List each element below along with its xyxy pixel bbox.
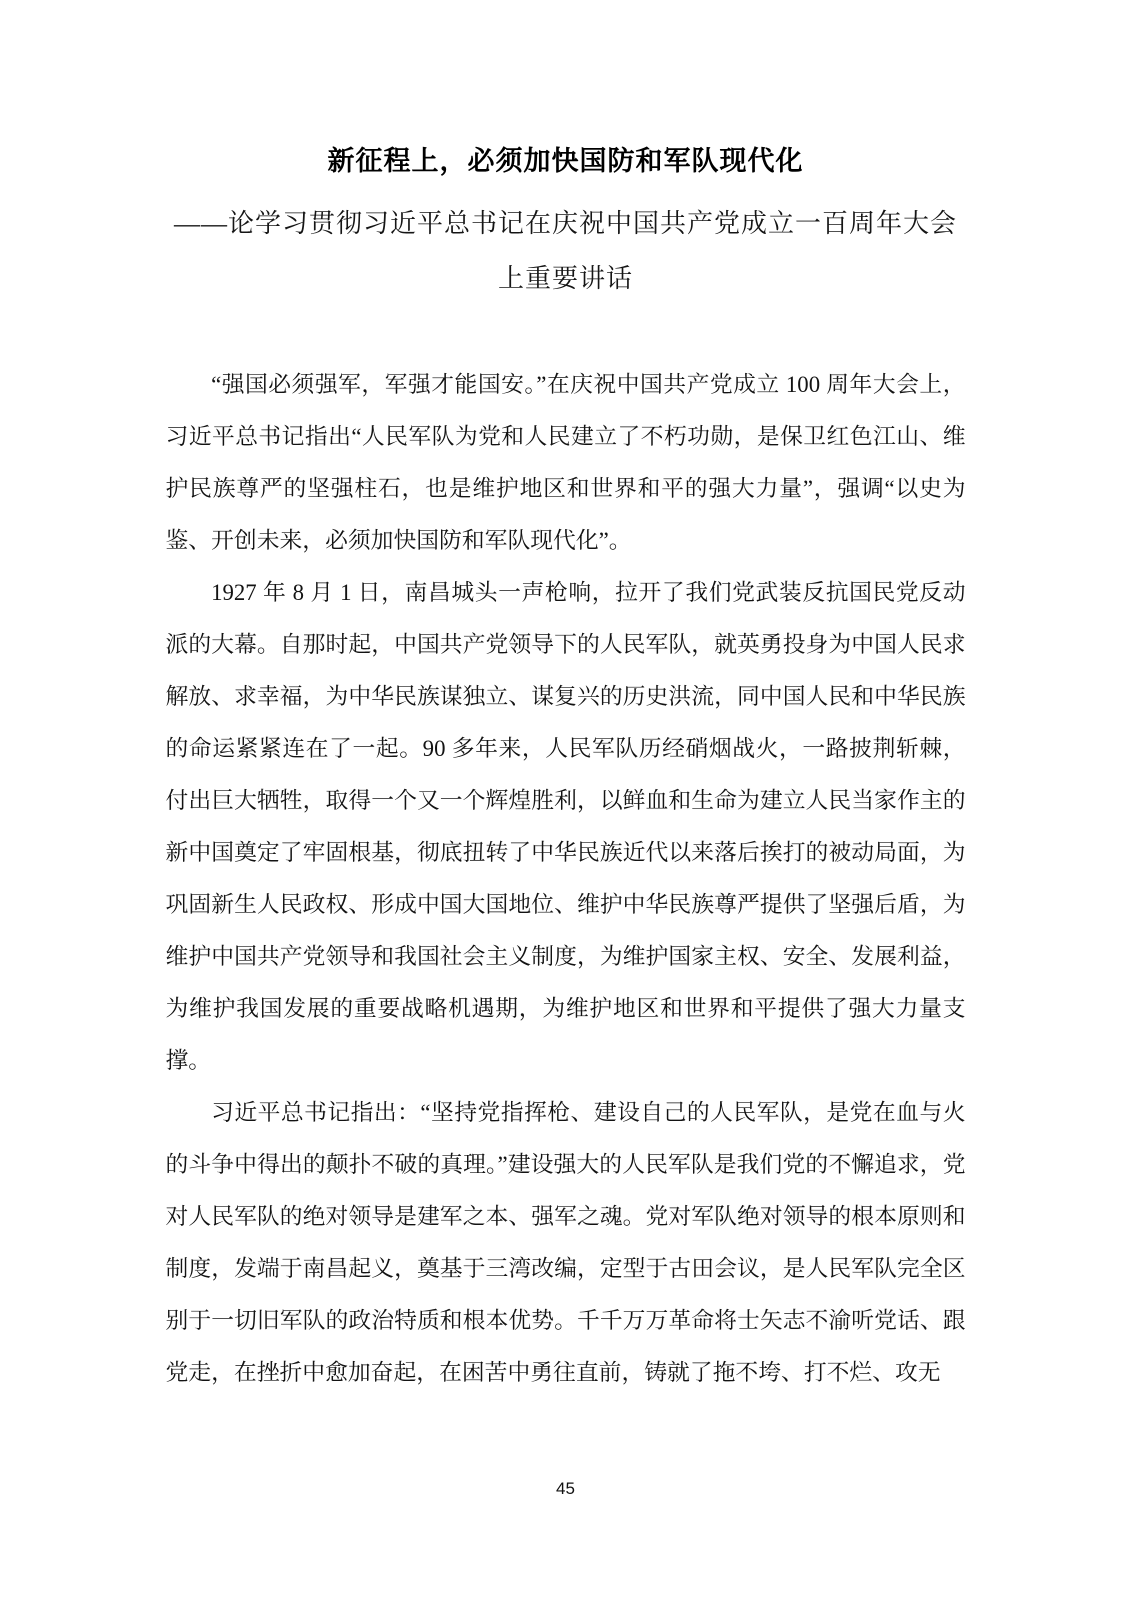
paragraph-1: “强国必须强军，军强才能国安。”在庆祝中国共产党成立 100 周年大会上，习近平总书记指出“人民军队为党和人民建立了不朽功勋，是保卫红色江山、维护民族尊严的坚强柱石，也是维护地区和世界和平的强大力量”，强调“以史为鉴、开创未来，必须加快国防和军队现代化”。	[165, 372, 966, 553]
paragraph-2: 1927 年 8 月 1 日，南昌城头一声枪响，拉开了我们党武装反抗国民党反动派的大幕。自那时起，中国共产党领导下的人民军队，就英勇投身为中国人民求解放、求幸福，为中华民族谋独立、谋复兴的历史洪流，同中国人民和中华民族的命运紧紧连在了一起。90 多年来，人民军队历经硝烟战火，一路披荆斩棘，付出巨大牺牲，取得一个又一个辉煌胜利，以鲜血和生命为建立人民当家作主的新中国奠定了牢固根基，彻底扭转了中华民族近代以来落后挨打的被动局面，为巩固新生人民政权、形成中国大国地位、维护中华民族尊严提供了坚强后盾，为维护中国共产党领导和我国社会主义制度，为维护国家主权、安全、发展利益，为维护我国发展的重要战略机遇期，为维护地区和世界和平提供了强大力量支撑。	[165, 580, 966, 1073]
page-number: 45	[556, 1479, 575, 1498]
subtitle	[166, 196, 966, 306]
document-body	[166, 359, 966, 1399]
subtitle-line-2: 上重要讲话	[497, 264, 633, 293]
page-content	[166, 0, 966, 1399]
subtitle-line-1: ——论学习贯彻习近平总书记在庆祝中国共产党成立一百周年大会	[173, 209, 957, 238]
paragraph-3: 习近平总书记指出：“坚持党指挥枪、建设自己的人民军队，是党在血与火的斗争中得出的颠扑不破的真理。”建设强大的人民军队是我们党的不懈追求，党对人民军队的绝对领导是建军之本、强军之魂。党对军队绝对领导的根本原则和制度，发端于南昌起义，奠基于三湾改编，定型于古田会议，是人民军队完全区别于一切旧军队的政治特质和根本优势。千千万万革命将士矢志不渝听党话、跟党走，在挫折中愈加奋起，在困苦中勇往直前，铸就了拖不垮、打不烂、攻无	[165, 1100, 966, 1385]
page-title: 新征程上，必须加快国防和军队现代化	[327, 146, 804, 176]
